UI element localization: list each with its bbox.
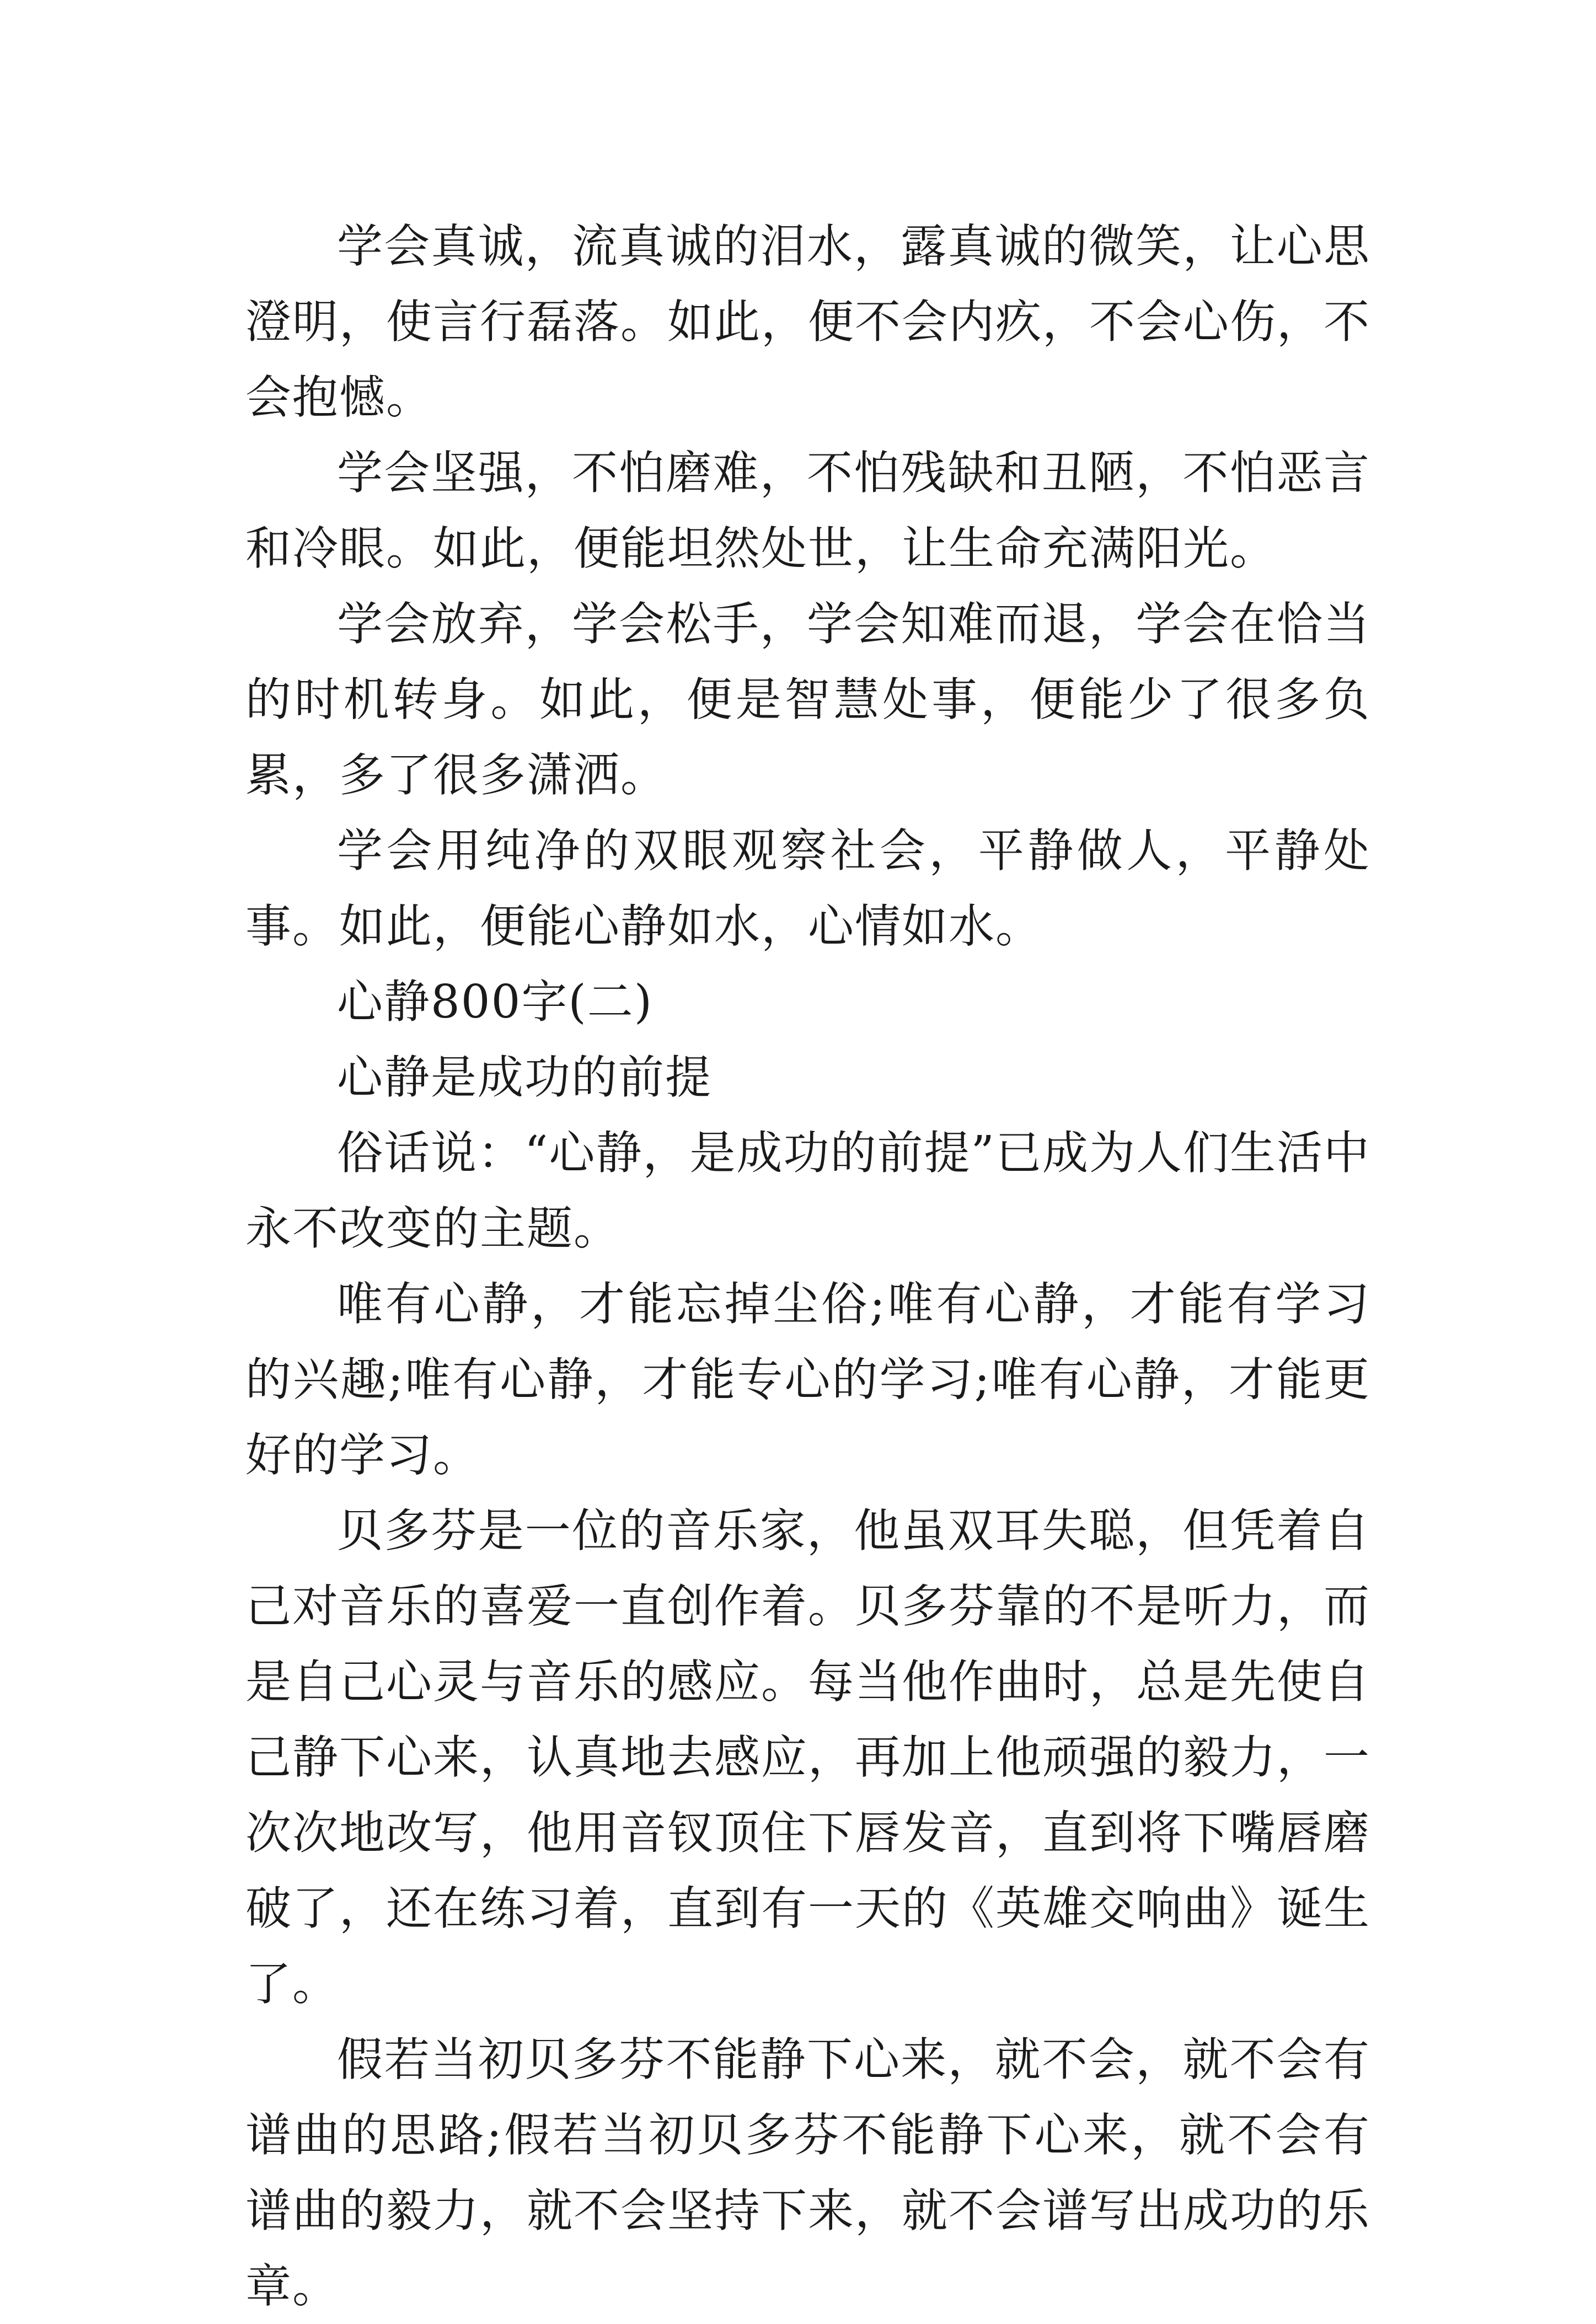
section-heading: 心静800字(二) — [337, 975, 654, 1029]
paragraph: 唯有心静，才能忘掉尘俗;唯有心静，才能有学习的兴趣;唯有心静，才能专心的学习;唯有心静，才能更好的学习。 — [245, 1277, 1370, 1482]
paragraph: 贝多芬是一位的音乐家，他虽双耳失聪，但凭着自己对音乐的喜爱一直创作着。贝多芬靠的不是听力，而是自己心灵与音乐的感应。每当他作曲时，总是先使自己静下心来，认真地去感应，再加上他顽强的毅力，一次次地改写，他用音钗顶住下唇发音，直到将下嘴唇磨破了，还在练习着，直到有一天的《英雄交响曲》诞生了。 — [245, 1504, 1370, 2011]
paragraph: 俗话说：“心静，是成功的前提”已成为人们生活中永不改变的主题。 — [245, 1126, 1370, 1255]
paragraph: 学会放弃，学会松手，学会知难而退，学会在恰当的时机转身。如此，便是智慧处事，便能少了很多负累，多了很多潇洒。 — [245, 597, 1370, 802]
document-body — [245, 208, 1370, 2324]
paragraph: 假若当初贝多芬不能静下心来，就不会，就不会有谱曲的思路;假若当初贝多芬不能静下心来，就不会有谱曲的毅力，就不会坚持下来，就不会谱写出成功的乐章。 — [245, 2033, 1370, 2313]
paragraph: 学会真诚，流真诚的泪水，露真诚的微笑，让心思澄明，使言行磊落。如此，便不会内疚，不会心伤，不会抱憾。 — [245, 219, 1370, 424]
paragraph: 学会坚强，不怕磨难，不怕残缺和丑陋，不怕恶言和冷眼。如此，便能坦然处世，让生命充满阳光。 — [245, 446, 1370, 575]
paragraph: 学会用纯净的双眼观察社会，平静做人，平静处事。如此，便能心静如水，心情如水。 — [245, 824, 1370, 953]
essay-title: 心静是成功的前提 — [337, 1051, 712, 1104]
